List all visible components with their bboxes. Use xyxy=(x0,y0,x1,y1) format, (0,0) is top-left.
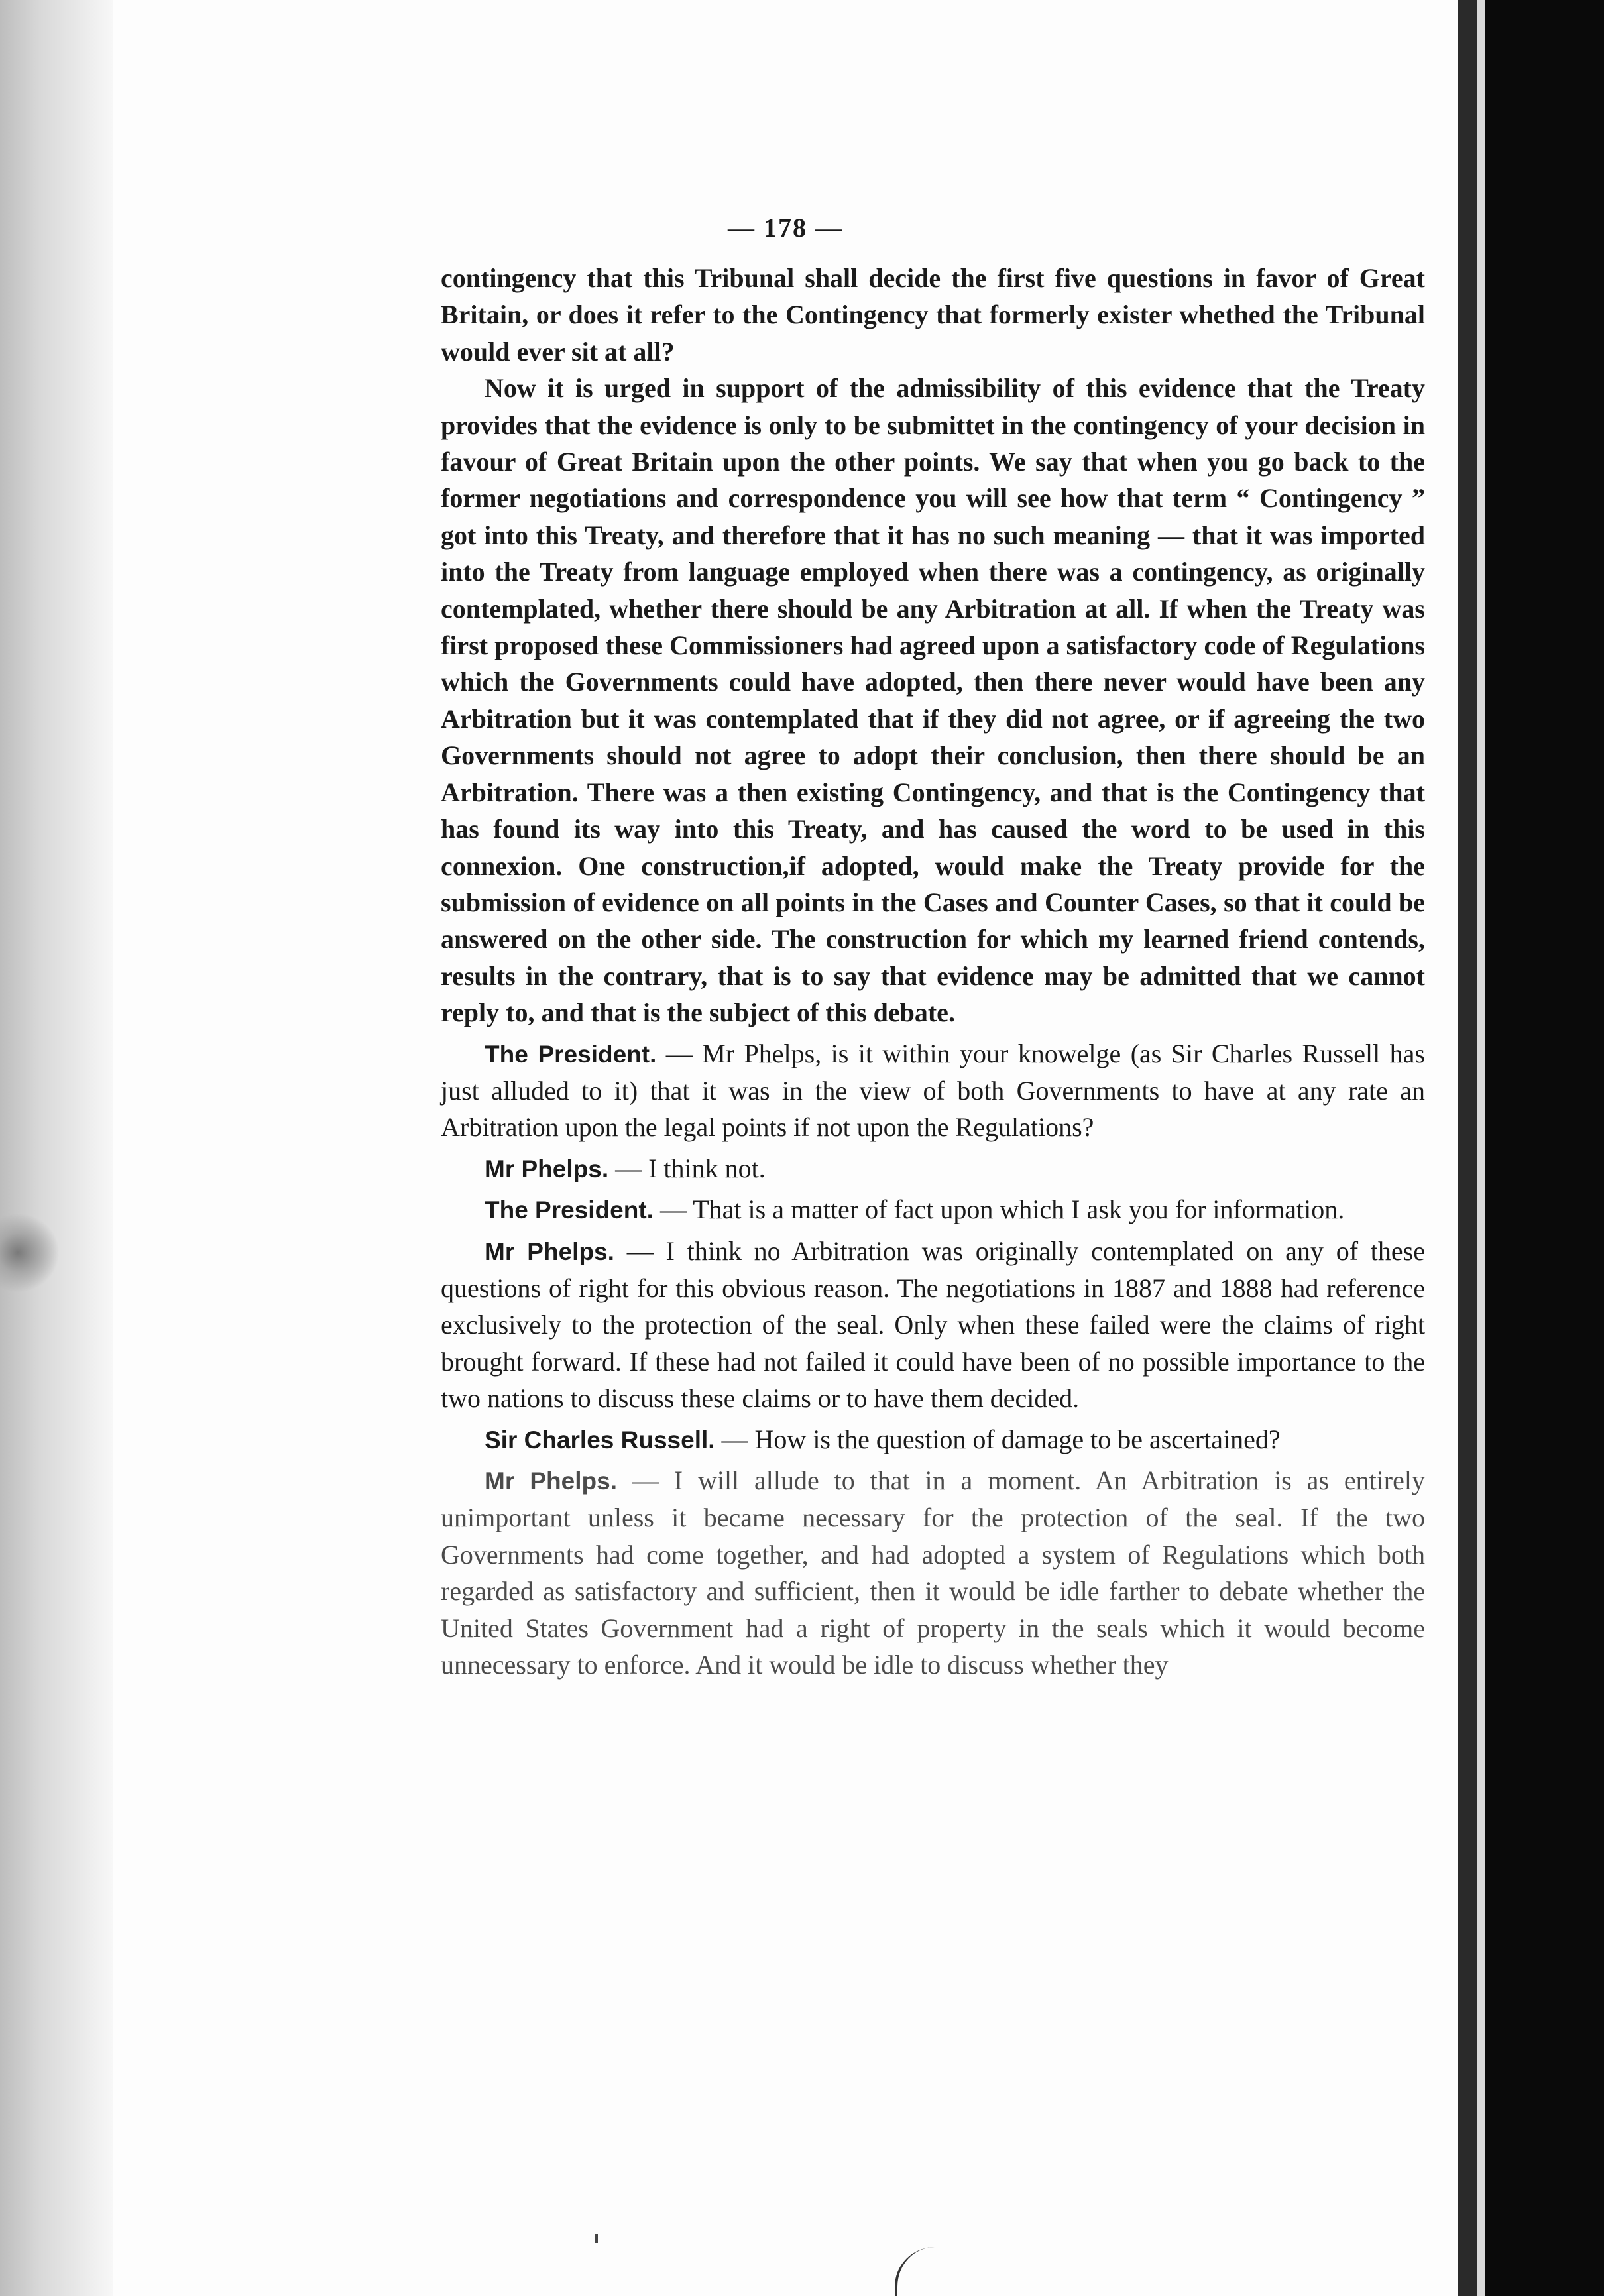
speaker-name: Sir Charles Russell. xyxy=(485,1426,715,1454)
speech-text: — How is the question of damage to be ascertained? xyxy=(715,1424,1281,1454)
paragraph-dialogue xyxy=(441,1233,1425,1417)
speaker-name: Mr Phelps. xyxy=(485,1467,617,1495)
paragraph-dialogue xyxy=(441,1150,1425,1187)
speech-text: — I think not. xyxy=(608,1153,766,1183)
speaker-name: Mr Phelps. xyxy=(485,1237,614,1265)
page-body xyxy=(441,260,1425,1683)
speech-text: — I think no Arbitration was originally contemplated on any of these questions of right for this obvious reason. The negotiations in 1887 and 1888 had reference exclusively to the protection of the seal. Only when these failed were the claims of right brought forward. If these had not failed it could have been of no possible importance to the two nations to discuss these claims or to have them decided. xyxy=(441,1235,1425,1414)
document-page xyxy=(113,0,1458,2296)
scan-background xyxy=(1485,0,1604,2296)
scan-stroke xyxy=(895,2247,937,2296)
speaker-name: The President. xyxy=(485,1040,657,1068)
page-number: — 178 — xyxy=(728,213,843,243)
paragraph-argument: Now it is urged in support of the admissibility of this evidence that the Treaty provides that the evidence is only to be submittet in the contingency of your decision in favour of Great Britain upon the other points. We say that when you go back to the former negotiations and correspondence you will see how that term “ Contingency ” got into this Treaty, and therefore that it has no such meaning — that it was imported into the Treaty from language employed when there was a contingency, as originally contemplated, whether there should be any Arbitration at all. If when the Treaty was first proposed these Commissioners had agreed upon a satisfactory code of Regulations which the Governments could have adopted, then there never would have been any Arbitration but it was contemplated that if they did not agree, or if agreeing the two Governments should not agree to adopt their conclusion, then there should be an Arbitration. There was a then existing Contingency, and that is the Contingency that has found its way into this Treaty, and has caused the word to be used in this connexion. One construction,if adopted, would make the Treaty provide for the submission of evidence on all points in the Cases and Counter Cases, so that it could be answered on the other side. The construction for which my learned friend contends, results in the contrary, that is to say that evidence may be admitted that we cannot reply to, and that is the subject of this debate. xyxy=(441,373,1425,1028)
speech-text: — I will allude to that in a moment. An Arbitration is as entirely unimportant unless it became necessary for the protection of the seal. If the two Governments had come together, and had adopted a system of Regulations which both regarded as satisfactory and sufficient, then it would be idle farther to debate whether the United States Government had a right of property in the seals which it would become unnecessary to enforce. And it would be idle to discuss whether they xyxy=(441,1465,1425,1680)
paragraph-dialogue xyxy=(441,1462,1425,1683)
page-gutter xyxy=(1477,0,1485,2296)
scan-speck xyxy=(595,2234,598,2243)
speech-text: — That is a matter of fact upon which I ask you for information. xyxy=(653,1194,1345,1225)
scan-smudge xyxy=(0,1213,60,1292)
scan-margin-left xyxy=(0,0,113,2296)
speaker-name: The President. xyxy=(485,1196,654,1224)
speech-text: — Mr Phelps, is it within your knowelge (as Sir Charles Russell has just alluded to it) that it was in the view of both Governments to have at any rate an Arbitration upon the legal points if not upon the Regulations? xyxy=(441,1038,1425,1143)
speaker-name: Mr Phelps. xyxy=(485,1155,609,1182)
paragraph-continuation: contingency that this Tribunal shall decide the first five questions in favor of Great Britain, or does it refer to the Contingency that formerly exister whethed the Tribunal would ever sit at all? xyxy=(441,263,1425,367)
page-edge-shadow xyxy=(1458,0,1477,2296)
paragraph-dialogue xyxy=(441,1191,1425,1228)
paragraph-dialogue xyxy=(441,1421,1425,1458)
paragraph-dialogue xyxy=(441,1035,1425,1146)
